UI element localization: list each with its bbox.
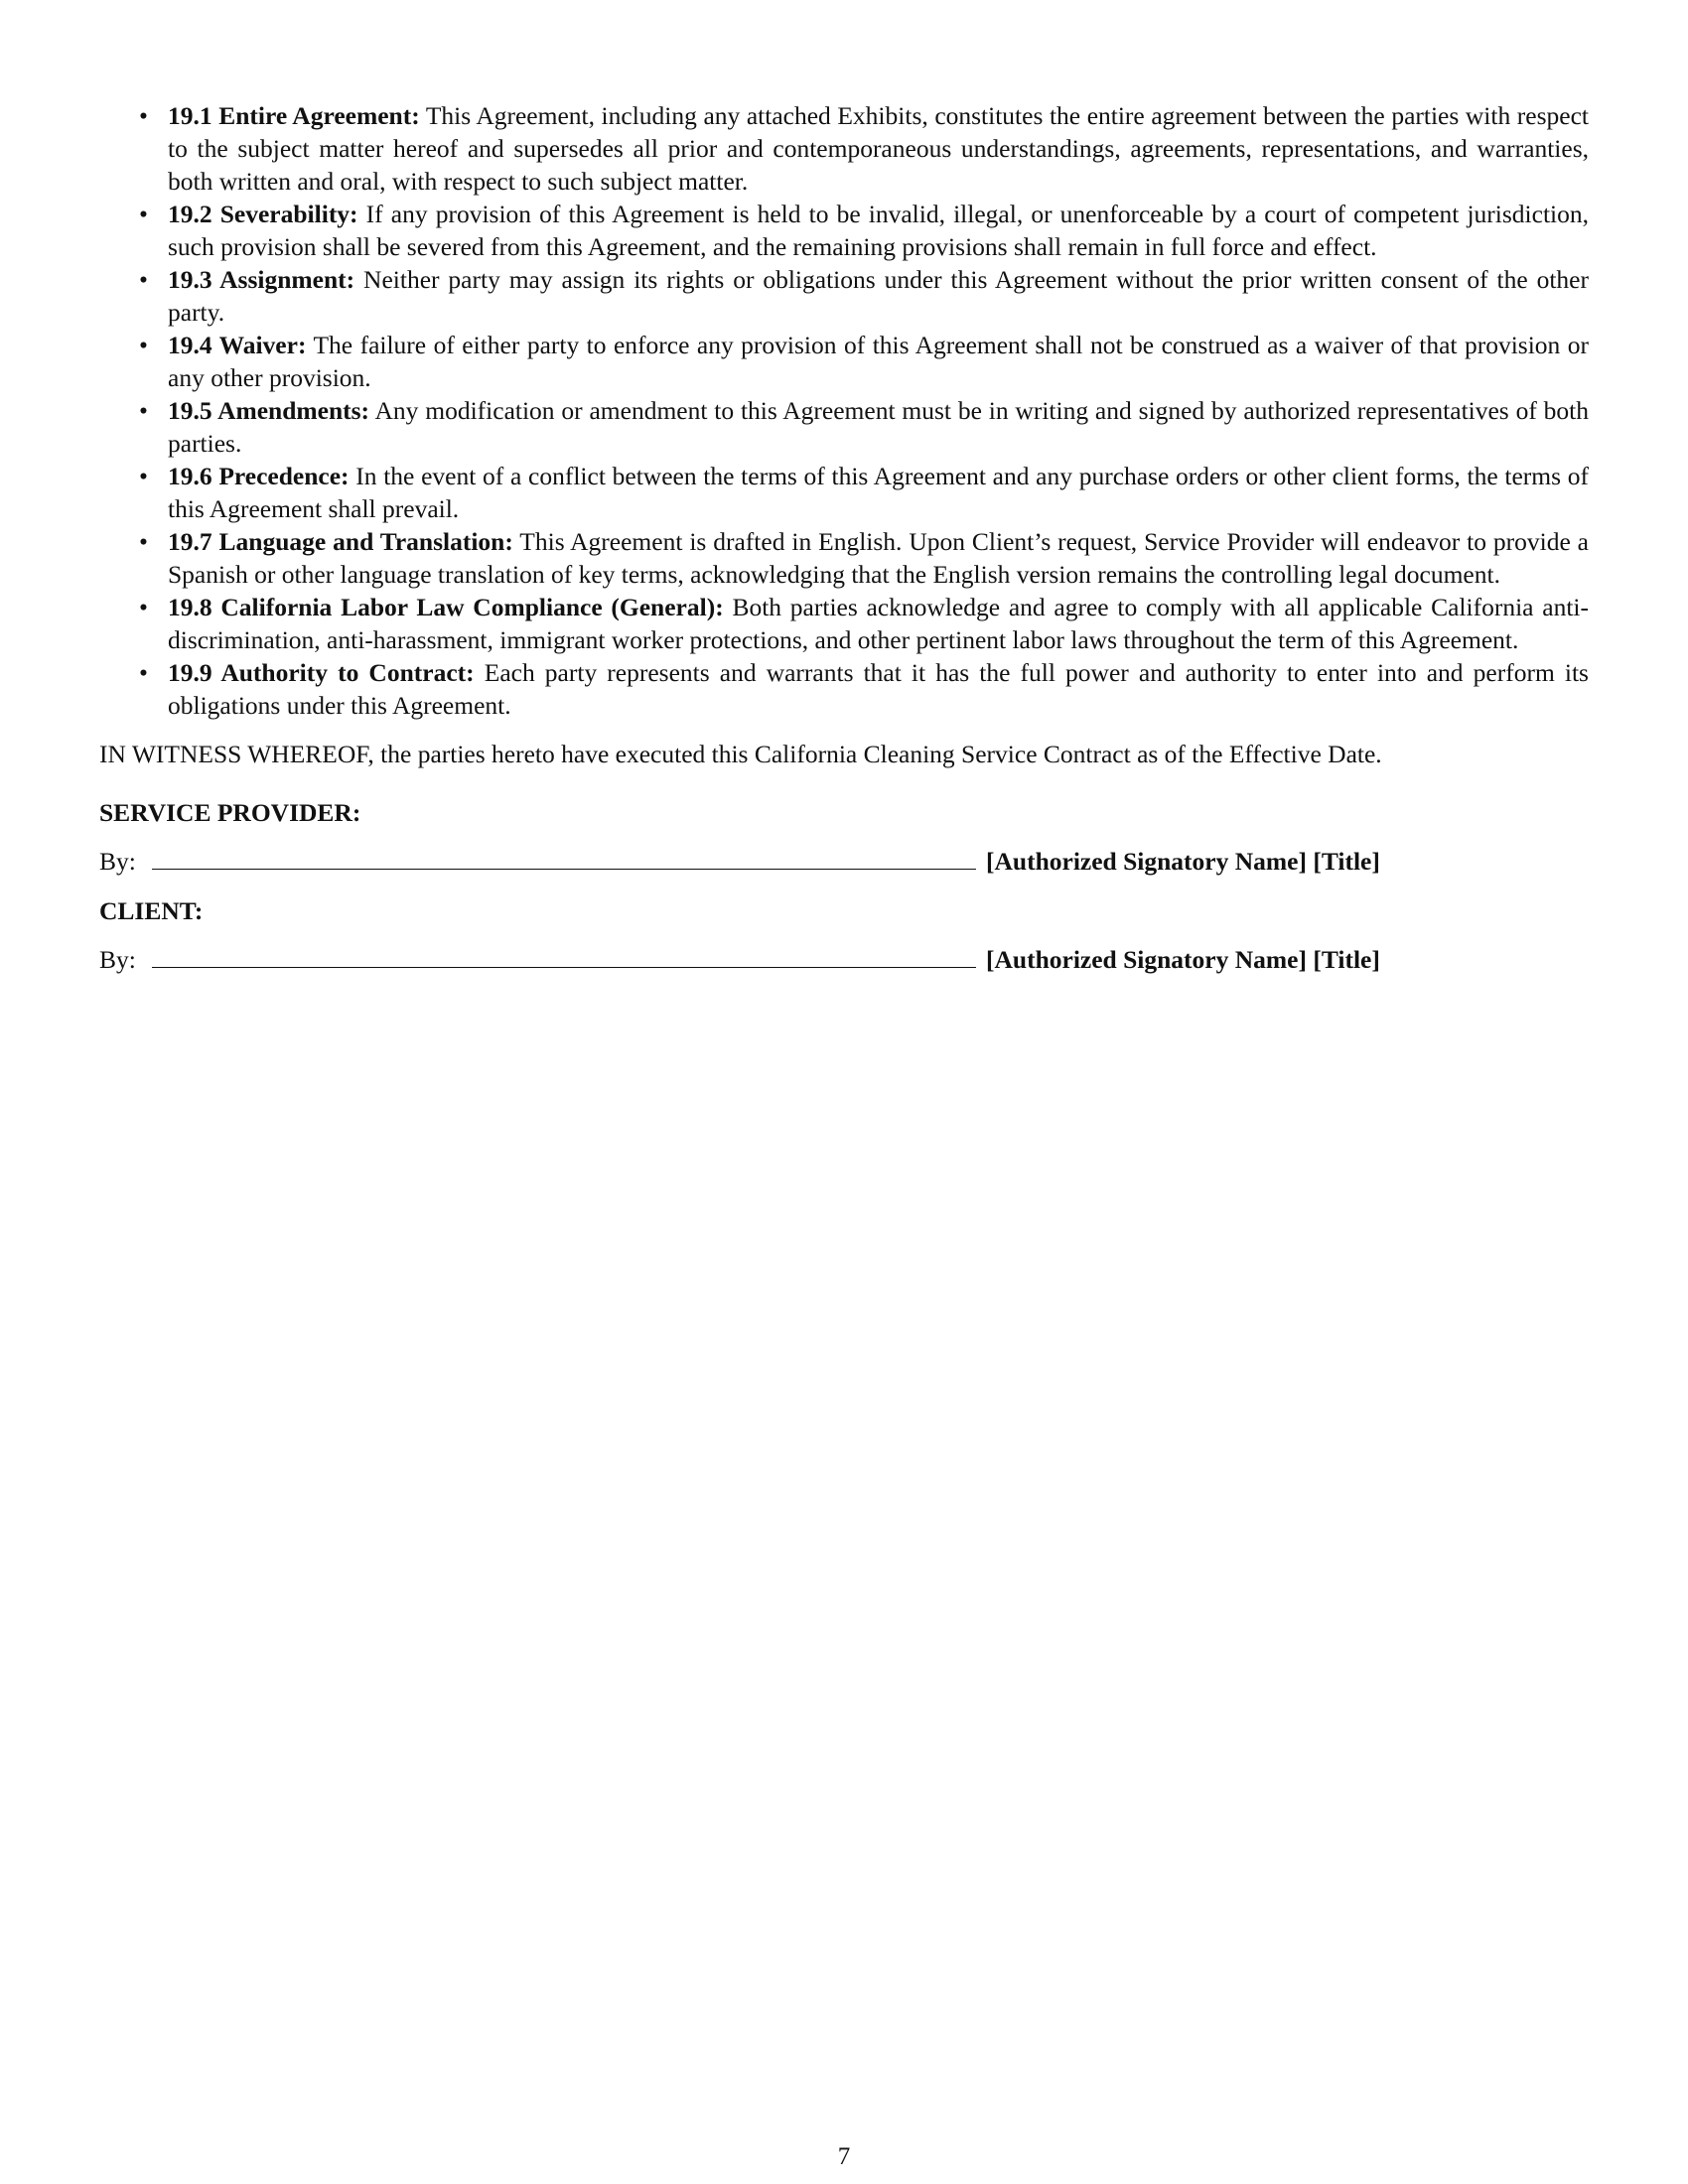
- clause-heading: 19.2 Severability:: [168, 200, 358, 228]
- clause-text: Both parties acknowledge and agree to comply with all applicable California anti-discrimination, anti-harassment, immigrant worker protections, and other pertinent labor laws throughout the term of this Agreement.: [168, 593, 1589, 654]
- clause-heading: 19.3 Assignment:: [168, 265, 355, 294]
- bullet-icon: •: [139, 200, 148, 228]
- clause-text: This Agreement, including any attached Exhibits, constitutes the entire agreement between the parties with respect to the subject matter hereof and supersedes all prior and contemporaneous understandings, agreements, representations, and warranties, both written and oral, with respect to such subject matter.: [168, 101, 1589, 196]
- boilerplate-clause-list: [99, 99, 1589, 722]
- witness-statement: IN WITNESS WHEREOF, the parties hereto have executed this California Cleaning Service Contract as of the Effective Date.: [99, 740, 1382, 768]
- by-label: By:: [99, 944, 136, 974]
- clause-heading: 19.8 California Labor Law Compliance (General):: [168, 593, 724, 621]
- bullet-icon: •: [139, 265, 148, 294]
- clause-item: [99, 525, 1589, 591]
- clause-heading: 19.7 Language and Translation:: [168, 527, 513, 556]
- clause-text: If any provision of this Agreement is held to be invalid, illegal, or unenforceable by a court of competent jurisdiction, such provision shall be severed from this Agreement, and the remaining provisions shall remain in full force and effect.: [168, 200, 1589, 261]
- clause-item: [99, 656, 1589, 722]
- bullet-icon: •: [139, 462, 148, 490]
- clause-text: This Agreement is drafted in English. Upon Client’s request, Service Provider will endeavor to provide a Spanish or other language translation of key terms, acknowledging that the English version remains the controlling legal document.: [168, 527, 1589, 589]
- bullet-icon: •: [139, 658, 148, 687]
- clause-text: Any modification or amendment to this Agreement must be in writing and signed by authorized representatives of both parties.: [168, 396, 1589, 458]
- client-signature-line: [99, 943, 1589, 976]
- service-provider-label: SERVICE PROVIDER:: [99, 797, 361, 827]
- page-number: 7: [837, 2143, 851, 2170]
- bullet-icon: •: [139, 331, 148, 359]
- by-label: By:: [99, 846, 136, 876]
- clause-item: [99, 99, 1589, 198]
- clause-item: [99, 591, 1589, 656]
- signatory-placeholder: [Authorized Signatory Name] [Title]: [986, 944, 1380, 974]
- clause-heading: 19.6 Precedence:: [168, 462, 350, 490]
- bullet-icon: •: [139, 593, 148, 621]
- clause-text: The failure of either party to enforce any provision of this Agreement shall not be construed as a waiver of that provision or any other provision.: [168, 331, 1589, 392]
- clause-heading: 19.9 Authority to Contract:: [168, 658, 475, 687]
- clause-item: [99, 394, 1589, 460]
- signature-field[interactable]: [152, 847, 976, 870]
- bullet-icon: •: [139, 396, 148, 425]
- clause-heading: 19.5 Amendments:: [168, 396, 370, 425]
- bullet-icon: •: [139, 527, 148, 556]
- signature-field[interactable]: [152, 945, 976, 968]
- clause-heading: 19.1 Entire Agreement:: [168, 101, 420, 130]
- clause-text: Each party represents and warrants that it has the full power and authority to enter into and perform its obligations under this Agreement.: [168, 658, 1589, 720]
- clause-item: [99, 329, 1589, 394]
- client-label: CLIENT:: [99, 895, 204, 925]
- clause-item: [99, 198, 1589, 263]
- bullet-icon: •: [139, 101, 148, 130]
- clause-text: Neither party may assign its rights or obligations under this Agreement without the prior written consent of the other party.: [168, 265, 1589, 327]
- clause-heading: 19.4 Waiver:: [168, 331, 307, 359]
- clause-item: [99, 460, 1589, 525]
- clause-item: [99, 263, 1589, 329]
- document-page: [99, 99, 1589, 976]
- clause-text: In the event of a conflict between the terms of this Agreement and any purchase orders or other client forms, the terms of this Agreement shall prevail.: [168, 462, 1589, 523]
- service-provider-signature-line: [99, 845, 1589, 878]
- signatory-placeholder: [Authorized Signatory Name] [Title]: [986, 846, 1380, 876]
